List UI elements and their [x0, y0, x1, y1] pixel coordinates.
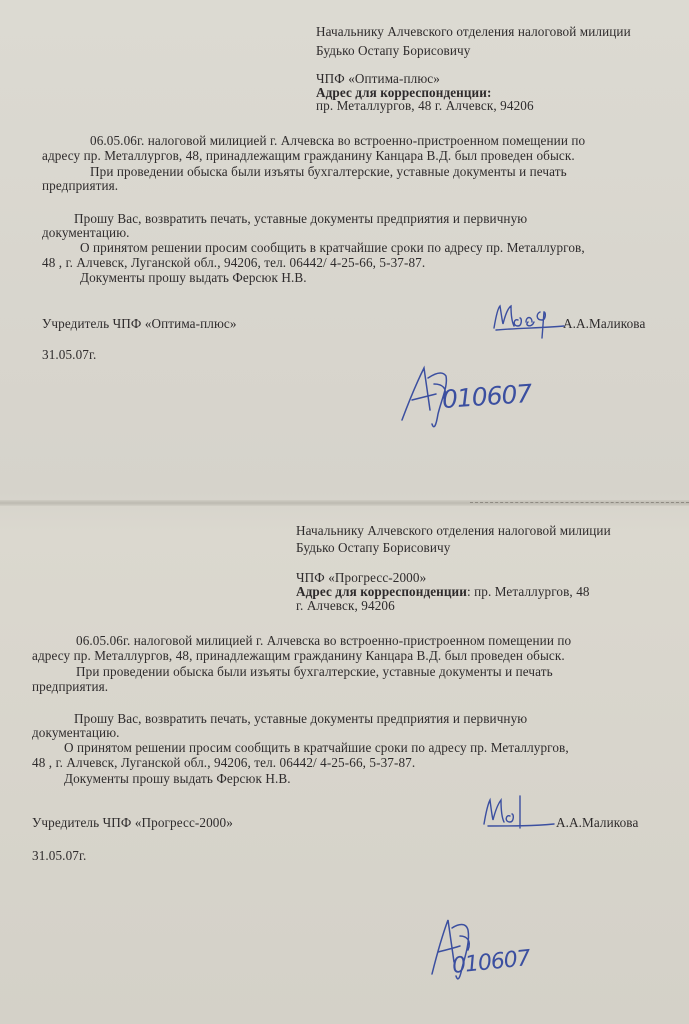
- paragraph-5: Документы прошу выдать Ферсюк Н.В.: [64, 771, 291, 786]
- paragraph-4-line-2: 48 , г. Алчевск, Луганской обл., 94206, тел. 06442/ 4-25-66, 5-37-87.: [42, 255, 426, 270]
- address-label: Адрес для корреспонденции:: [316, 85, 492, 100]
- date-line: 31.05.07г.: [42, 347, 97, 362]
- paragraph-1-line-1: 06.05.06г. налоговой милицией г. Алчевска во встроенно-пристроенном помещении по: [90, 133, 586, 148]
- paragraph-3-line-1: Прошу Вас, возвратить печать, уставные документы предприятия и первичную: [74, 211, 528, 226]
- handwritten-date: 010607: [450, 945, 532, 980]
- paragraph-4-line-1: О принятом решении просим сообщить в кратчайшие сроки по адресу пр. Металлургов,: [80, 240, 585, 255]
- addressee-line-1: Начальнику Алчевского отделения налоговой милиции: [296, 523, 611, 538]
- paragraph-1-line-1: 06.05.06г. налоговой милицией г. Алчевска во встроенно-пристроенном помещении по: [76, 633, 572, 648]
- paragraph-4-line-2: 48 , г. Алчевск, Луганской обл., 94206, тел. 06442/ 4-25-66, 5-37-87.: [32, 755, 416, 770]
- paragraph-5: Документы прошу выдать Ферсюк Н.В.: [80, 270, 307, 285]
- address-label: Адрес для корреспонденции: [296, 584, 467, 599]
- signer-name: А.А.Маликова: [563, 316, 646, 331]
- paragraph-2-line-2: предприятия.: [32, 679, 109, 694]
- paragraph-1-line-2: адресу пр. Металлургов, 48, принадлежащим гражданину Канцара В.Д. был проведен обыск.: [32, 648, 565, 663]
- signer-name: А.А.Маликова: [556, 815, 639, 830]
- signature-icon: [488, 298, 568, 342]
- address-text: пр. Металлургов, 48 г. Алчевск, 94206: [316, 98, 534, 113]
- paragraph-3-line-2: документацию.: [42, 225, 130, 240]
- address-text-2: г. Алчевск, 94206: [296, 598, 395, 613]
- address-text: : пр. Металлургов, 48: [466, 584, 590, 599]
- paragraph-3-line-1: Прошу Вас, возвратить печать, уставные документы предприятия и первичную: [74, 711, 528, 726]
- fold-line: [470, 502, 689, 503]
- handwritten-date: 010607: [441, 378, 533, 415]
- founder-line: Учредитель ЧПФ «Прогресс-2000»: [32, 815, 233, 830]
- paragraph-2-line-1: При проведении обыска были изъяты бухгалтерские, уставные документы и печать: [90, 164, 567, 179]
- signature-icon: [478, 792, 558, 836]
- company-name: ЧПФ «Оптима-плюс»: [316, 71, 440, 86]
- addressee-line-2: Будько Остапу Борисовичу: [296, 540, 451, 555]
- page-fold: [0, 500, 689, 506]
- company-name: ЧПФ «Прогресс-2000»: [296, 570, 427, 585]
- paragraph-2-line-2: предприятия.: [42, 178, 119, 193]
- address-line: [296, 584, 590, 599]
- paragraph-2-line-1: При проведении обыска были изъяты бухгалтерские, уставные документы и печать: [76, 664, 553, 679]
- date-line: 31.05.07г.: [32, 848, 87, 863]
- paragraph-3-line-2: документацию.: [32, 725, 120, 740]
- founder-line: Учредитель ЧПФ «Оптима-плюс»: [42, 316, 237, 331]
- paragraph-4-line-1: О принятом решении просим сообщить в кратчайшие сроки по адресу пр. Металлургов,: [64, 740, 569, 755]
- addressee-line-1: Начальнику Алчевского отделения налоговой милиции: [316, 24, 631, 39]
- paragraph-1-line-2: адресу пр. Металлургов, 48, принадлежащим гражданину Канцара В.Д. был проведен обыск.: [42, 148, 575, 163]
- addressee-line-2: Будько Остапу Борисовичу: [316, 43, 471, 58]
